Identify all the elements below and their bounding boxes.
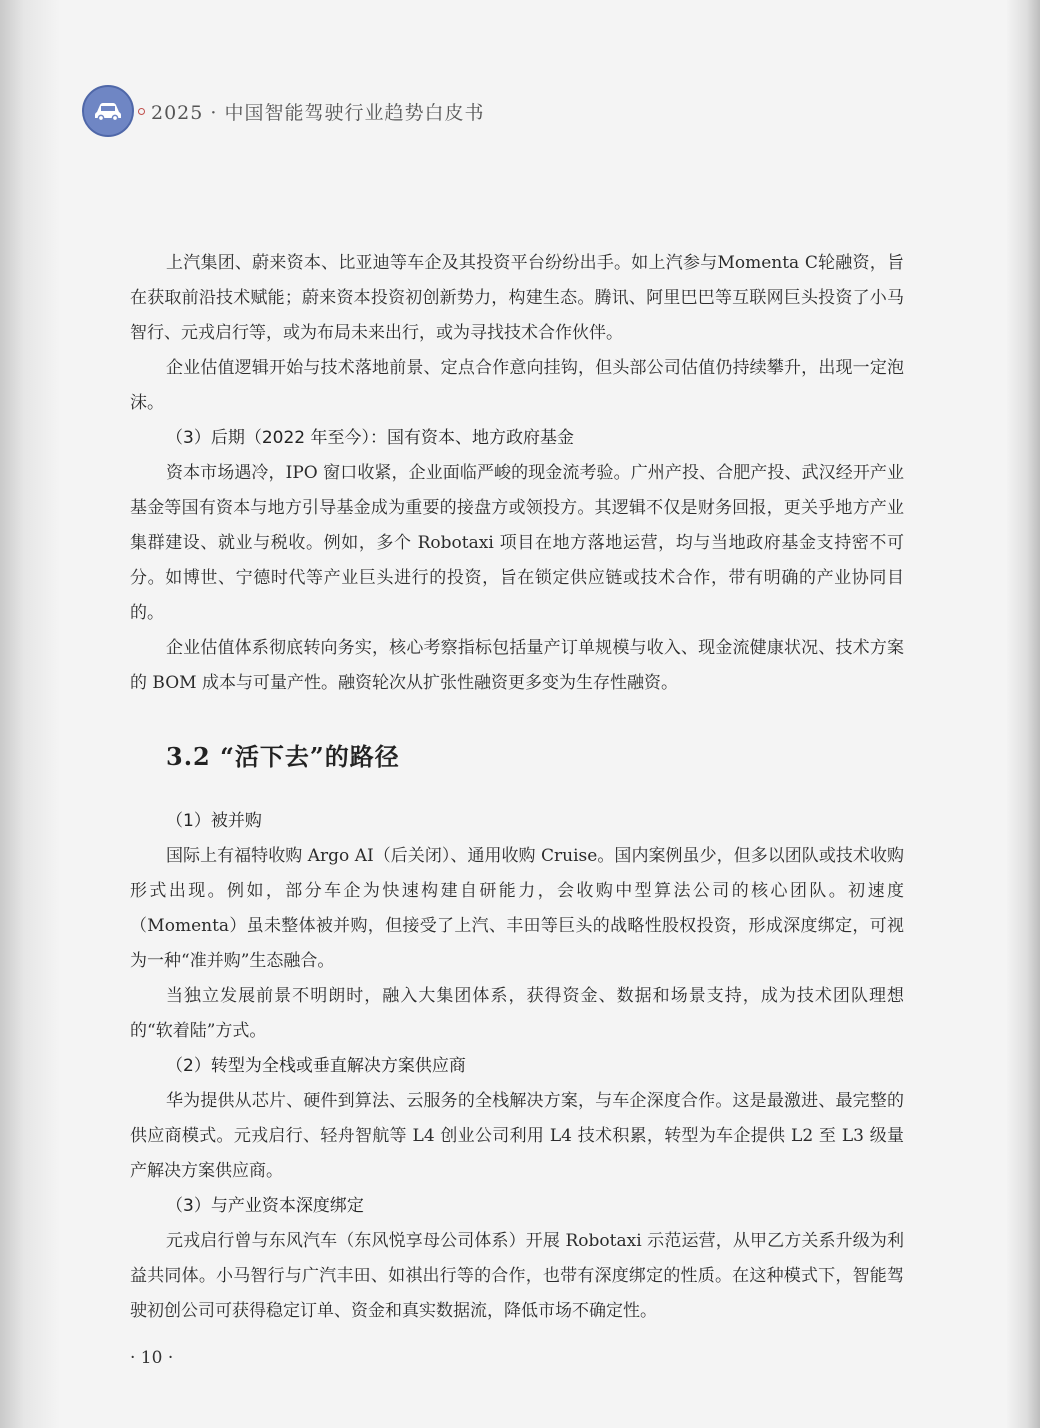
section-title: 3.2 “活下去”的路径 xyxy=(166,742,400,771)
paragraph: 国际上有福特收购 Argo AI（后关闭）、通用收购 Cruise。国内案例虽少，但多以团队或技术收购形式出现。例如，部分车企为快速构建自研能力，会收购中型算法公司的核心团队。初速度（Momenta）虽未整体被并购，但接受了上汽、丰田等巨头的战略性股权投资，形成深度绑定，可视为一种“准并购”生态融合。 xyxy=(130,846,904,971)
paragraph: 企业估值体系彻底转向务实，核心考察指标包括量产订单规模与收入、现金流健康状况、技术方案的 BOM 成本与可量产性。融资轮次从扩张性融资更多变为生存性融资。 xyxy=(130,638,904,693)
paragraph: 华为提供从芯片、硬件到算法、云服务的全栈解决方案，与车企深度合作。这是最激进、最完整的供应商模式。元戎启行、轻舟智航等 L4 创业公司利用 L4 技术积累，转型为车企提供 L2 至 L3 级量产解决方案供应商。 xyxy=(130,1091,904,1181)
paragraph: 资本市场遇冷，IPO 窗口收紧，企业面临严峻的现金流考验。广州产投、合肥产投、武汉经开产业基金等国有资本与地方引导基金成为重要的接盘方或领投方。其逻辑不仅是财务回报，更关乎地方产业集群建设、就业与税收。例如，多个 Robotaxi 项目在地方落地运营，均与当地政府基金支持密不可分。如博世、宁德时代等产业巨头进行的投资，旨在锁定供应链或技术合作，带有明确的产业协同目的。 xyxy=(130,463,904,623)
car-icon xyxy=(82,85,134,137)
subheading: （3）与产业资本深度绑定 xyxy=(166,1196,364,1216)
subheading: （1）被并购 xyxy=(166,811,262,831)
paragraph: 当独立发展前景不明朗时，融入大集团体系，获得资金、数据和场景支持，成为技术团队理想的“软着陆”方式。 xyxy=(130,986,904,1041)
page-binding-shadow xyxy=(0,0,60,1428)
book-title: 2025 · 中国智能驾驶行业趋势白皮书 xyxy=(151,101,485,124)
subheading: （2）转型为全栈或垂直解决方案供应商 xyxy=(166,1056,466,1076)
page-body xyxy=(130,246,904,1329)
header-bullet-icon xyxy=(138,108,145,115)
page-number: · 10 · xyxy=(130,1348,174,1368)
paragraph: 企业估值逻辑开始与技术落地前景、定点合作意向挂钩，但头部公司估值仍持续攀升，出现一定泡沫。 xyxy=(130,358,904,413)
page-edge-shadow xyxy=(1006,0,1040,1428)
running-header xyxy=(82,86,484,136)
paragraph: 元戎启行曾与东风汽车（东风悦享母公司体系）开展 Robotaxi 示范运营，从甲乙方关系升级为利益共同体。小马智行与广汽丰田、如祺出行等的合作，也带有深度绑定的性质。在这种模式下，智能驾驶初创公司可获得稳定订单、资金和真实数据流，降低市场不确定性。 xyxy=(130,1231,904,1321)
paragraph: 上汽集团、蔚来资本、比亚迪等车企及其投资平台纷纷出手。如上汽参与Momenta C轮融资，旨在获取前沿技术赋能；蔚来资本投资初创新势力，构建生态。腾讯、阿里巴巴等互联网巨头投资了小马智行、元戎启行等，或为布局未来出行，或为寻找技术合作伙伴。 xyxy=(130,253,904,343)
subheading: （3）后期（2022 年至今）：国有资本、地方政府基金 xyxy=(166,428,574,448)
